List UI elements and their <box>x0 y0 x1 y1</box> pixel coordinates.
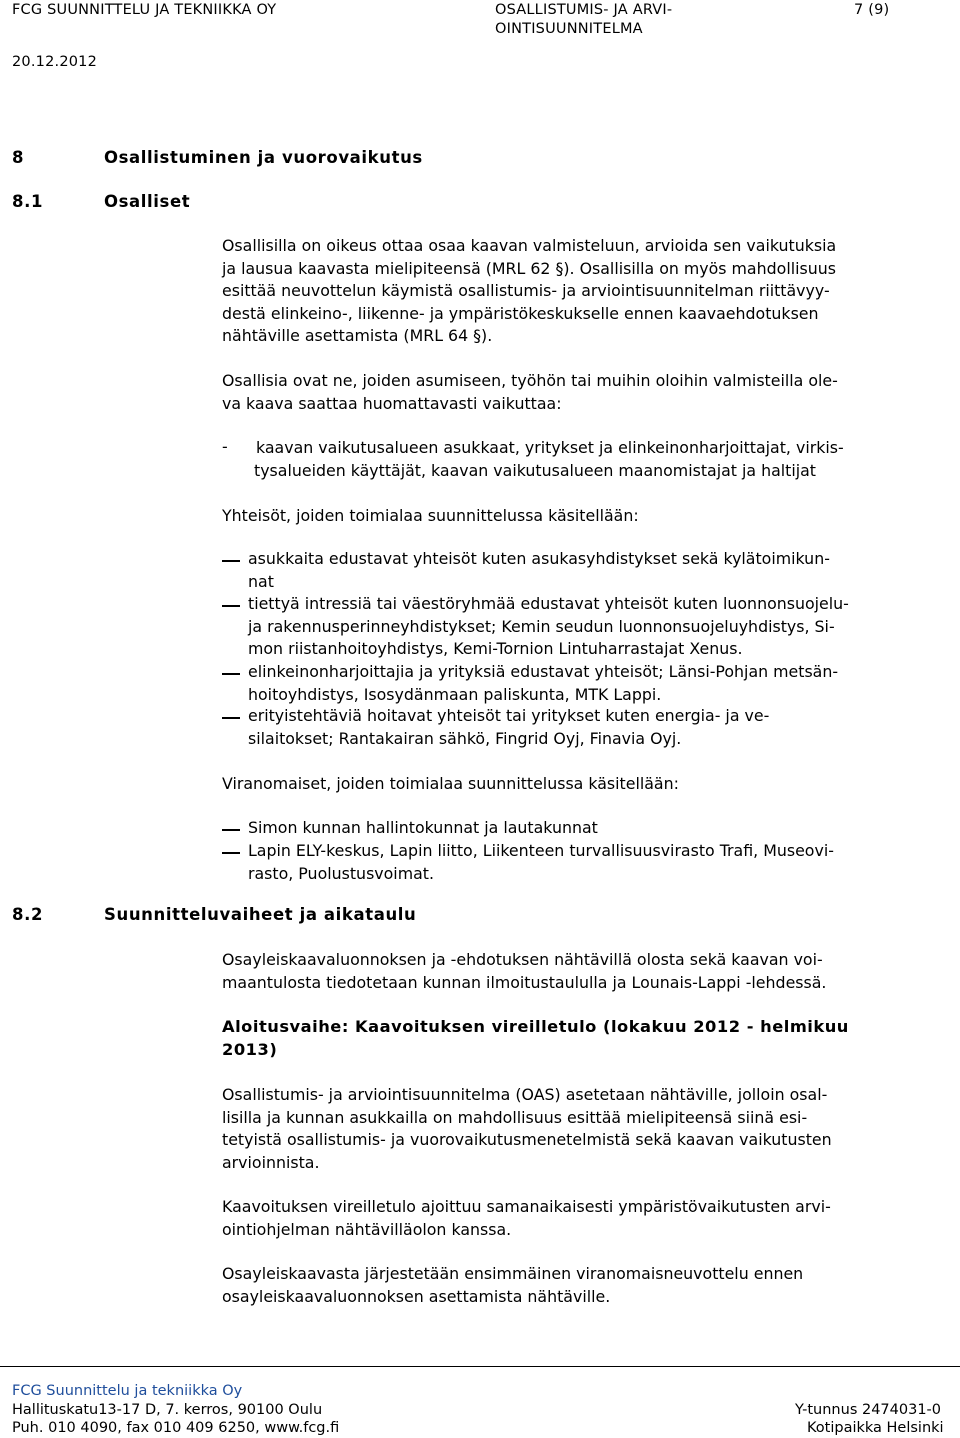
list-item-authority <box>248 840 953 885</box>
footer-contact: Puh. 010 4090, fax 010 409 6250, www.fcg.fi <box>12 1420 340 1436</box>
paragraph-authorities-intro <box>222 773 953 796</box>
text-line: Viranomaiset, joiden toimialaa suunnittelussa käsitellään: <box>222 774 679 793</box>
paragraph-oas <box>222 1084 953 1174</box>
section-8-title: Osallistuminen ja vuorovaikutus <box>104 148 423 167</box>
list-item-affected-parties <box>256 437 953 482</box>
text-line: silaitokset; Rantakairan sähkö, Fingrid Oyj, Finavia Oyj. <box>248 728 682 748</box>
dash-bullet <box>222 829 240 831</box>
list-item-community <box>248 661 953 706</box>
text-line: Kaavoituksen vireilletulo ajoittuu samanaikaisesti ympäristövaikutusten arvi- <box>222 1197 831 1216</box>
dash-bullet <box>222 852 240 854</box>
text-line: Osallisilla on oikeus ottaa osaa kaavan valmisteluun, arvioida sen vaikutuksia <box>222 236 837 255</box>
paragraph-authority-meeting <box>222 1263 953 1308</box>
paragraph-who-are-participants <box>222 370 953 415</box>
section-8-number: 8 <box>12 148 25 167</box>
text-line: maantulosta tiedotetaan kunnan ilmoitustaululla ja Lounais-Lappi -lehdessä. <box>222 972 827 992</box>
header-page-number: 7 (9) <box>854 2 890 18</box>
list-item-community <box>248 548 953 593</box>
text-line: erityistehtäviä hoitavat yhteisöt tai yritykset kuten energia- ja ve- <box>248 706 770 725</box>
footer-company: FCG Suunnittelu ja tekniikka Oy <box>12 1383 243 1399</box>
footer-address: Hallituskatu13-17 D, 7. kerros, 90100 Oulu <box>12 1402 323 1418</box>
text-line: nat <box>248 571 274 591</box>
paragraph-participants-rights <box>222 235 953 348</box>
text-line: tetyistä osallistumis- ja vuorovaikutusmenetelmistä sekä kaavan vaikutusten <box>222 1130 832 1150</box>
text-line: hoitoyhdistys, Isosydänmaan paliskunta, MTK Lappi. <box>248 684 662 704</box>
text-line: elinkeinonharjoittajia ja yrityksiä edustavat yhteisöt; Länsi-Pohjan metsän- <box>248 662 839 681</box>
paragraph-announcements <box>222 949 953 994</box>
text-line: Lapin ELY-keskus, Lapin liitto, Liikenteen turvallisuusvirasto Trafi, Museovi- <box>248 841 834 860</box>
header-date: 20.12.2012 <box>12 54 98 70</box>
text-line: Osallisia ovat ne, joiden asumiseen, työhön tai muihin oloihin valmisteilla ole- <box>222 371 838 390</box>
text-line: Osayleiskaavasta järjestetään ensimmäinen viranomaisneuvottelu ennen <box>222 1264 804 1283</box>
text-line: arvioinnista. <box>222 1152 320 1172</box>
text-line: 2013) <box>222 1039 278 1059</box>
text-line: rasto, Puolustusvoimat. <box>248 863 434 883</box>
text-line: ointiohjelman nähtävilläolon kanssa. <box>222 1219 512 1239</box>
text-line: destä elinkeino-, liikenne- ja ympäristökeskukselle ennen kaavaehdotuksen <box>222 303 819 323</box>
dash-bullet <box>222 717 240 719</box>
paragraph-initiation-timing <box>222 1196 953 1241</box>
text-line: Aloitusvaihe: Kaavoituksen vireilletulo (lokakuu 2012 - helmikuu <box>222 1017 849 1036</box>
text-line: esittää neuvottelun käymistä osallistumis- ja arviointisuunnitelman riittävyy- <box>222 281 830 301</box>
section-8-2-number: 8.2 <box>12 905 44 924</box>
text-line: Osayleiskaavaluonnoksen ja -ehdotuksen nähtävillä olosta sekä kaavan voi- <box>222 950 823 969</box>
text-line: kaavan vaikutusalueen asukkaat, yritykset ja elinkeinonharjoittajat, virkis- <box>256 438 844 457</box>
footer-business-id: Y-tunnus 2474031-0 <box>795 1402 942 1418</box>
text-line: Yhteisöt, joiden toimialaa suunnittelussa käsitellään: <box>222 506 639 525</box>
text-line: Osallistumis- ja arviointisuunnitelma (OAS) asetetaan nähtäville, jolloin osal- <box>222 1085 828 1104</box>
text-line: mon riistanhoitoyhdistys, Kemi-Tornion Lintuharrastajat Xenus. <box>248 639 743 659</box>
dash-bullet <box>222 673 240 675</box>
text-line: ja lausua kaavasta mielipiteensä (MRL 62 §). Osallisilla on myös mahdollisuus <box>222 258 836 278</box>
hyphen-bullet: - <box>222 437 228 456</box>
section-8-2-title: Suunnitteluvaiheet ja aikataulu <box>104 905 417 924</box>
list-item-community <box>248 593 953 661</box>
header-company: FCG SUUNNITTELU JA TEKNIIKKA OY <box>12 2 277 18</box>
header-doc-title-line2: OINTISUUNNITELMA <box>495 21 643 37</box>
text-line: lisilla ja kunnan asukkailla on mahdollisuus esittää mielipiteensä siinä esi- <box>222 1107 808 1127</box>
text-line: ja rakennusperinneyhdistykset; Kemin seudun luonnonsuojeluyhdistys, Si- <box>248 616 835 636</box>
text-line: tiettyä intressiä tai väestöryhmää edustavat yhteisöt kuten luonnonsuojelu- <box>248 594 849 613</box>
dash-bullet <box>222 560 240 562</box>
phase-title <box>222 1016 953 1061</box>
footer-domicile: Kotipaikka Helsinki <box>807 1420 944 1436</box>
text-line: tysalueiden käyttäjät, kaavan vaikutusalueen maanomistajat ja haltijat <box>254 460 816 480</box>
list-item-authority <box>248 817 953 840</box>
paragraph-communities-intro <box>222 505 953 528</box>
text-line: asukkaita edustavat yhteisöt kuten asukasyhdistykset sekä kylätoimikun- <box>248 549 830 568</box>
section-8-1-number: 8.1 <box>12 192 44 211</box>
text-line: va kaava saattaa huomattavasti vaikuttaa: <box>222 393 562 413</box>
text-line: Simon kunnan hallintokunnat ja lautakunnat <box>248 818 598 837</box>
list-item-community <box>248 705 953 750</box>
dash-bullet <box>222 605 240 607</box>
footer-divider <box>0 1366 960 1367</box>
header-doc-title-line1: OSALLISTUMIS- JA ARVI- <box>495 2 673 18</box>
section-8-1-title: Osalliset <box>104 192 191 211</box>
text-line: nähtäville asettamista (MRL 64 §). <box>222 326 493 346</box>
text-line: osayleiskaavaluonnoksen asettamista nähtäville. <box>222 1286 611 1306</box>
